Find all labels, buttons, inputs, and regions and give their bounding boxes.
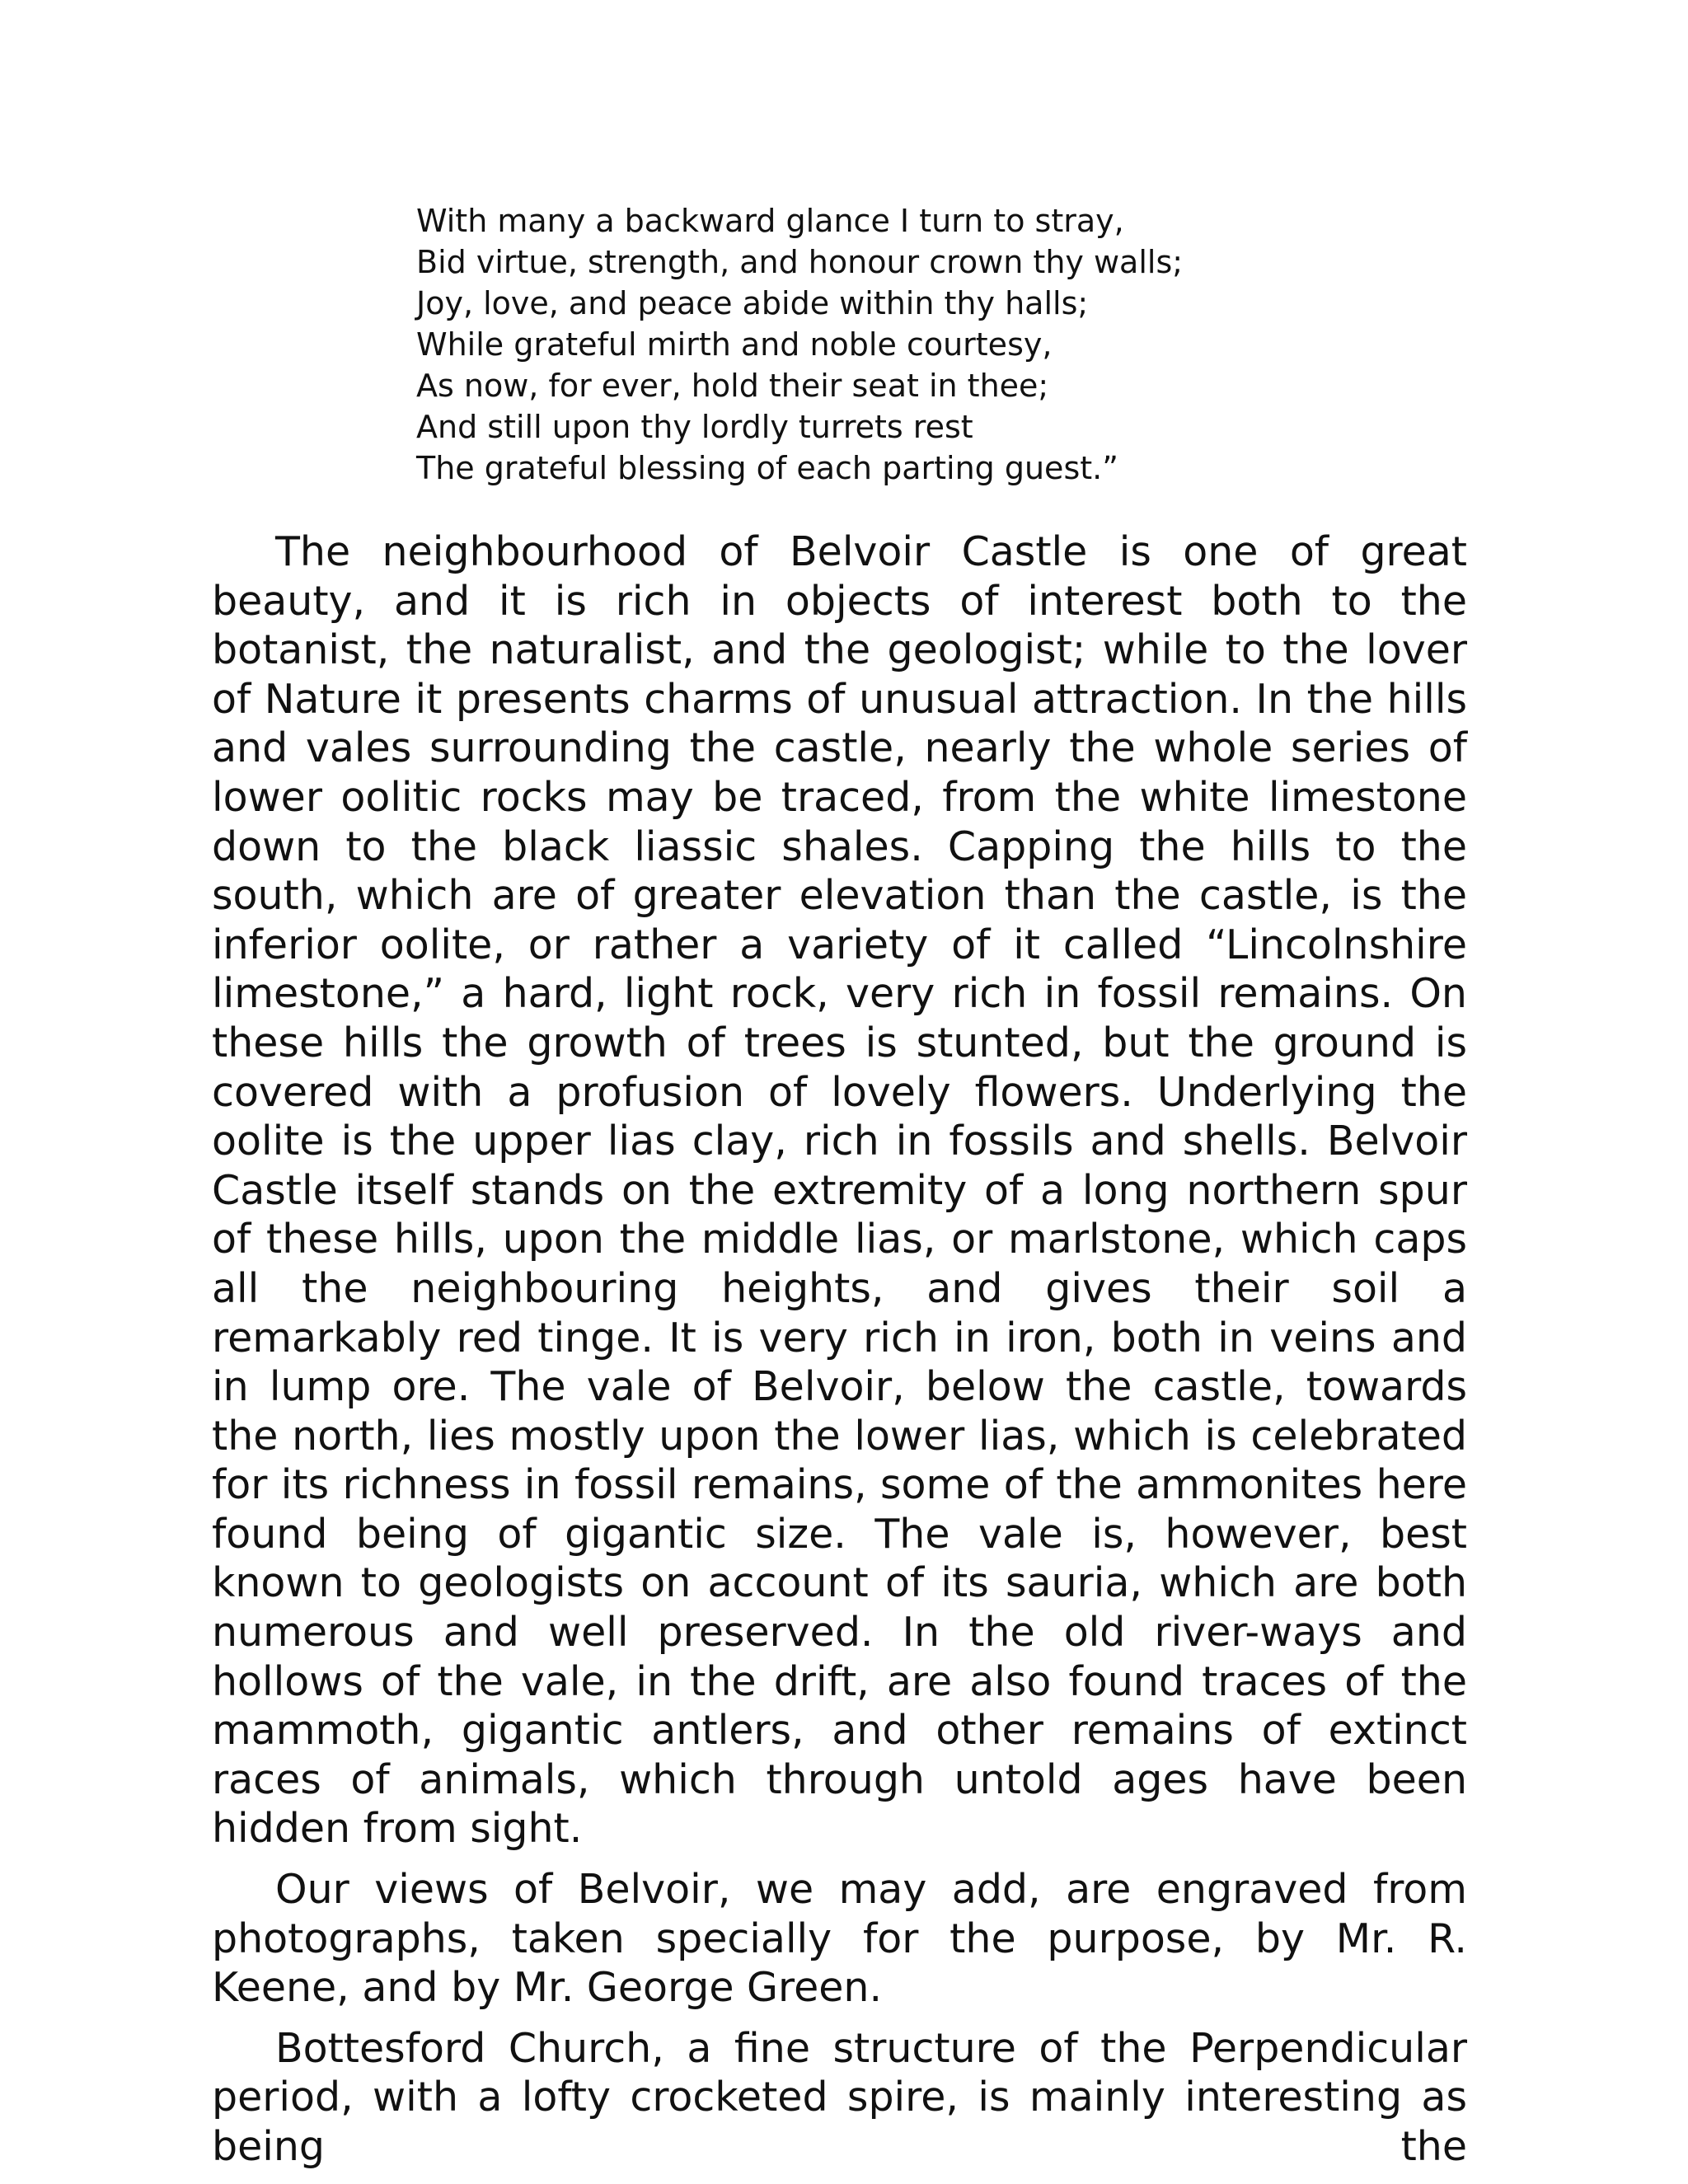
verse-quotation — [416, 200, 1323, 489]
verse-line: While grateful mirth and noble courtesy, — [416, 326, 1053, 363]
paragraph-engravings: Our views of Belvoir, we may add, are engraved from photographs, taken specially for the purpose, by Mr. R. Keene, and by Mr. George Green. — [212, 1866, 1467, 2012]
verse-line: And still upon thy lordly turrets rest — [416, 409, 973, 445]
body-text — [212, 527, 1467, 2183]
verse-line: Joy, love, and peace abide within thy halls; — [416, 285, 1089, 321]
paragraph-geology: The neighbourhood of Belvoir Castle is one of great beauty, and it is rich in objects of interest both to the botanist, the naturalist, and the geologist; while to the lover of Nature it presents charms of unusual attraction. In the hills and vales surrounding the castle, nearly the whole series of lower oolitic rocks may be traced, from the white limestone down to the black liassic shales. Capping the hills to the south, which are of greater elevation than the castle, is the inferior oolite, or rather a variety of it called “Lincolnshire limestone,” a hard, light rock, very rich in fossil remains. On these hills the growth of trees is stunted, but the ground is covered with a profusion of lovely flowers. Underlying the oolite is the upper lias clay, rich in fossils and shells. Belvoir Castle itself stands on the extremity of a long northern spur of these hills, upon the middle lias, or marlstone, which caps all the neighbouring heights, and gives their soil a remarkably red tinge. It is very rich in iron, both in veins and in lump ore. The vale of Belvoir, below the castle, towards the north, lies mostly upon the lower lias, which is celebrated for its richness in fossil remains, some of the ammonites here found being of gigantic size. The vale is, however, best known to geologists on account of its sauria, which are both numerous and well preserved. In the old river-ways and hollows of the vale, in the drift, are also found traces of the mammoth, gigantic antlers, and other remains of extinct races of animals, which through untold ages have been hidden from sight. — [212, 528, 1467, 1853]
verse-line: As now, for ever, hold their seat in thee; — [416, 368, 1049, 404]
verse-line: Bid virtue, strength, and honour crown thy walls; — [416, 244, 1184, 280]
paragraph-bottesford-church: Bottesford Church, a fine structure of the Perpendicular period, with a lofty crocketed spire, is mainly interesting as being the — [212, 2024, 1467, 2170]
verse-line: With many a backward glance I turn to stray, — [416, 203, 1124, 239]
verse-line: The grateful blessing of each parting guest.” — [416, 450, 1118, 486]
